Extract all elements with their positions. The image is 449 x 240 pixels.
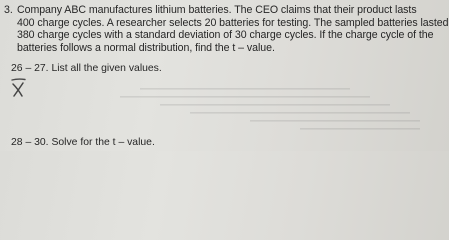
problem-3 <box>4 4 449 54</box>
problem-line: 380 charge cycles with a standard deviation of 30 charge cycles. If the charge cycle of the <box>17 29 434 42</box>
problem-line: 400 charge cycles. A researcher selects 20 batteries for testing. The sampled batteries lasted <box>17 16 449 29</box>
problem-line: batteries follows a normal distribution, find the t – value. <box>17 41 275 54</box>
handwritten-x-bar-mark <box>8 77 30 99</box>
problem-number: 3. <box>4 4 13 16</box>
problem-statement <box>17 4 449 54</box>
bleed-through-text <box>100 84 440 134</box>
question-28-30: 28 – 30. Solve for the t – value. <box>11 137 155 148</box>
question-26-27: 26 – 27. List all the given values. <box>11 63 162 74</box>
problem-line: Company ABC manufactures lithium batteries. The CEO claims that their product lasts <box>17 4 417 16</box>
